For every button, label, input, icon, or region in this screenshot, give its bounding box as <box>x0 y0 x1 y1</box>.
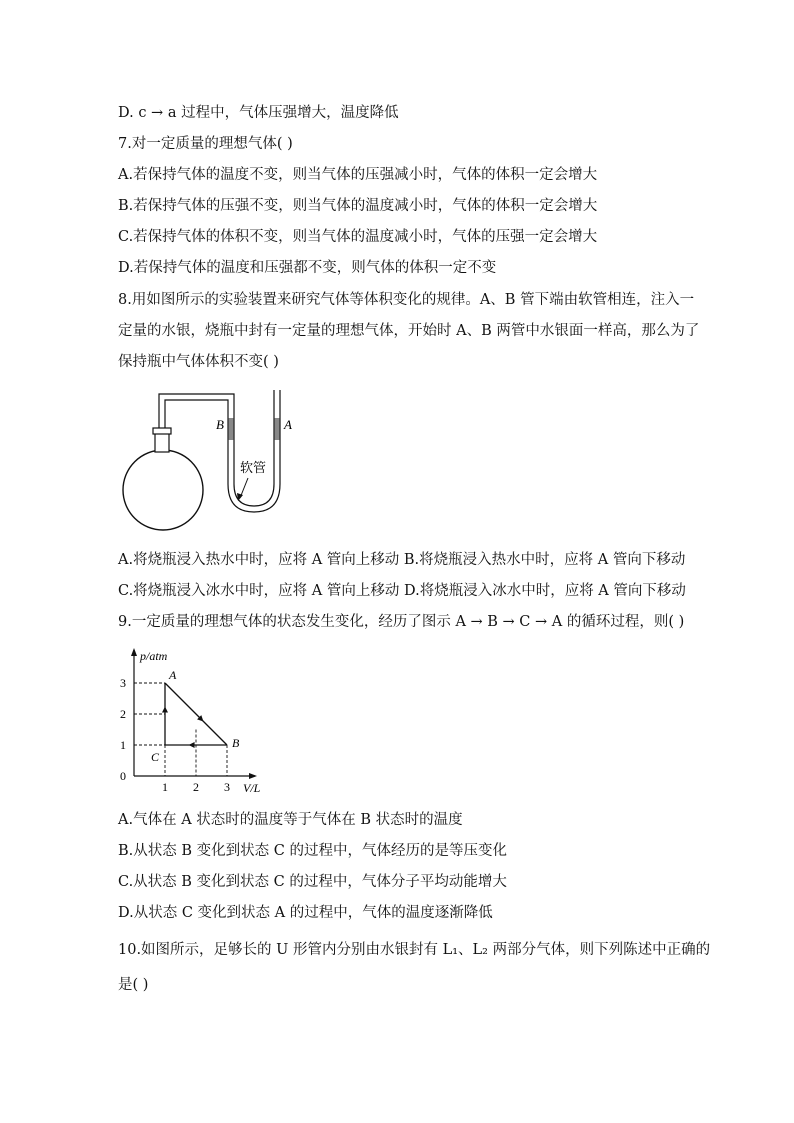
x-tick-label-2: 2 <box>193 780 199 794</box>
x-axis-label: V/L <box>243 781 261 795</box>
q7-option-b: B.若保持气体的压强不变，则当气体的温度减小时，气体的体积一定会增大 <box>118 198 598 214</box>
rubber-hose <box>228 484 280 512</box>
q8-stem-line2: 定量的水银，烧瓶中封有一定量的理想气体，开始时 A、B 两管中水银面一样高，那么为了 <box>118 323 700 339</box>
q7-option-d: D.若保持气体的温度和压强都不变，则气体的体积一定不变 <box>118 260 497 276</box>
q9-stem: 9.一定质量的理想气体的状态发生变化，经历了图示 A → B → C → A 的循环过程，则( ) <box>118 614 685 630</box>
q7-option-c: C.若保持气体的体积不变，则当气体的温度减小时，气体的压强一定会增大 <box>118 229 598 245</box>
flask-stopper <box>155 432 169 452</box>
x-tick-label-3: 3 <box>224 780 230 794</box>
q8-options-cd: C.将烧瓶浸入冰水中时，应将 A 管向上移动 D.将烧瓶浸入冰水中时，应将 A 管向下移动 <box>118 583 686 599</box>
q8-stem-line3: 保持瓶中气体体积不变( ) <box>118 354 279 370</box>
q6-option-d: D. c → a 过程中，气体压强增大，温度降低 <box>118 105 399 121</box>
q10-stem-line1: 10.如图所示，足够长的 U 形管内分别由水银封有 L₁、L₂ 两部分气体，则下列陈述中正确的 <box>118 942 711 958</box>
q9-option-a: A.气体在 A 状态时的温度等于气体在 B 状态时的温度 <box>118 812 463 828</box>
y-axis-arrow <box>131 648 137 656</box>
y-tick-label-1: 1 <box>120 738 126 752</box>
q9-option-b: B.从状态 B 变化到状态 C 的过程中，气体经历的是等压变化 <box>118 843 507 859</box>
q8-options-ab: A.将烧瓶浸入热水中时，应将 A 管向上移动 B.将烧瓶浸入热水中时，应将 A 管向下移动 <box>118 552 686 568</box>
arrow-C-A <box>162 707 168 713</box>
y-tick-label-2: 2 <box>120 707 126 721</box>
tube-a-mercury <box>275 418 280 440</box>
arrow-B-C <box>189 742 195 748</box>
x-tick-label-1: 1 <box>162 780 168 794</box>
point-label-C: C <box>151 750 160 764</box>
y-axis-label: p/atm <box>140 649 168 663</box>
label-b: B <box>216 417 224 432</box>
label-a: A <box>284 417 292 432</box>
pv-chart <box>116 644 276 796</box>
q9-option-d: D.从状态 C 变化到状态 A 的过程中，气体的温度逐渐降低 <box>118 905 493 921</box>
flask-bulb <box>123 450 203 530</box>
tube-b-mercury <box>229 418 234 440</box>
label-hose: 软管 <box>240 461 267 476</box>
point-label-A: A <box>169 668 177 682</box>
q7-option-a: A.若保持气体的温度不变，则当气体的压强减小时，气体的体积一定会增大 <box>118 167 598 183</box>
connecting-tube <box>159 394 234 484</box>
q8-stem-line1: 8.用如图所示的实验装置来研究气体等体积变化的规律。A、B 管下端由软管相连，注入一 <box>118 292 695 308</box>
q7-stem: 7.对一定质量的理想气体( ) <box>118 136 293 152</box>
q9-option-c: C.从状态 B 变化到状态 C 的过程中，气体分子平均动能增大 <box>118 874 507 890</box>
x-axis-arrow <box>249 773 257 779</box>
q10-stem-line2: 是( ) <box>118 977 149 993</box>
tick-origin: 0 <box>120 769 126 783</box>
y-tick-label-3: 3 <box>120 676 126 690</box>
point-label-B: B <box>232 736 240 750</box>
q8-apparatus-figure <box>118 388 308 538</box>
